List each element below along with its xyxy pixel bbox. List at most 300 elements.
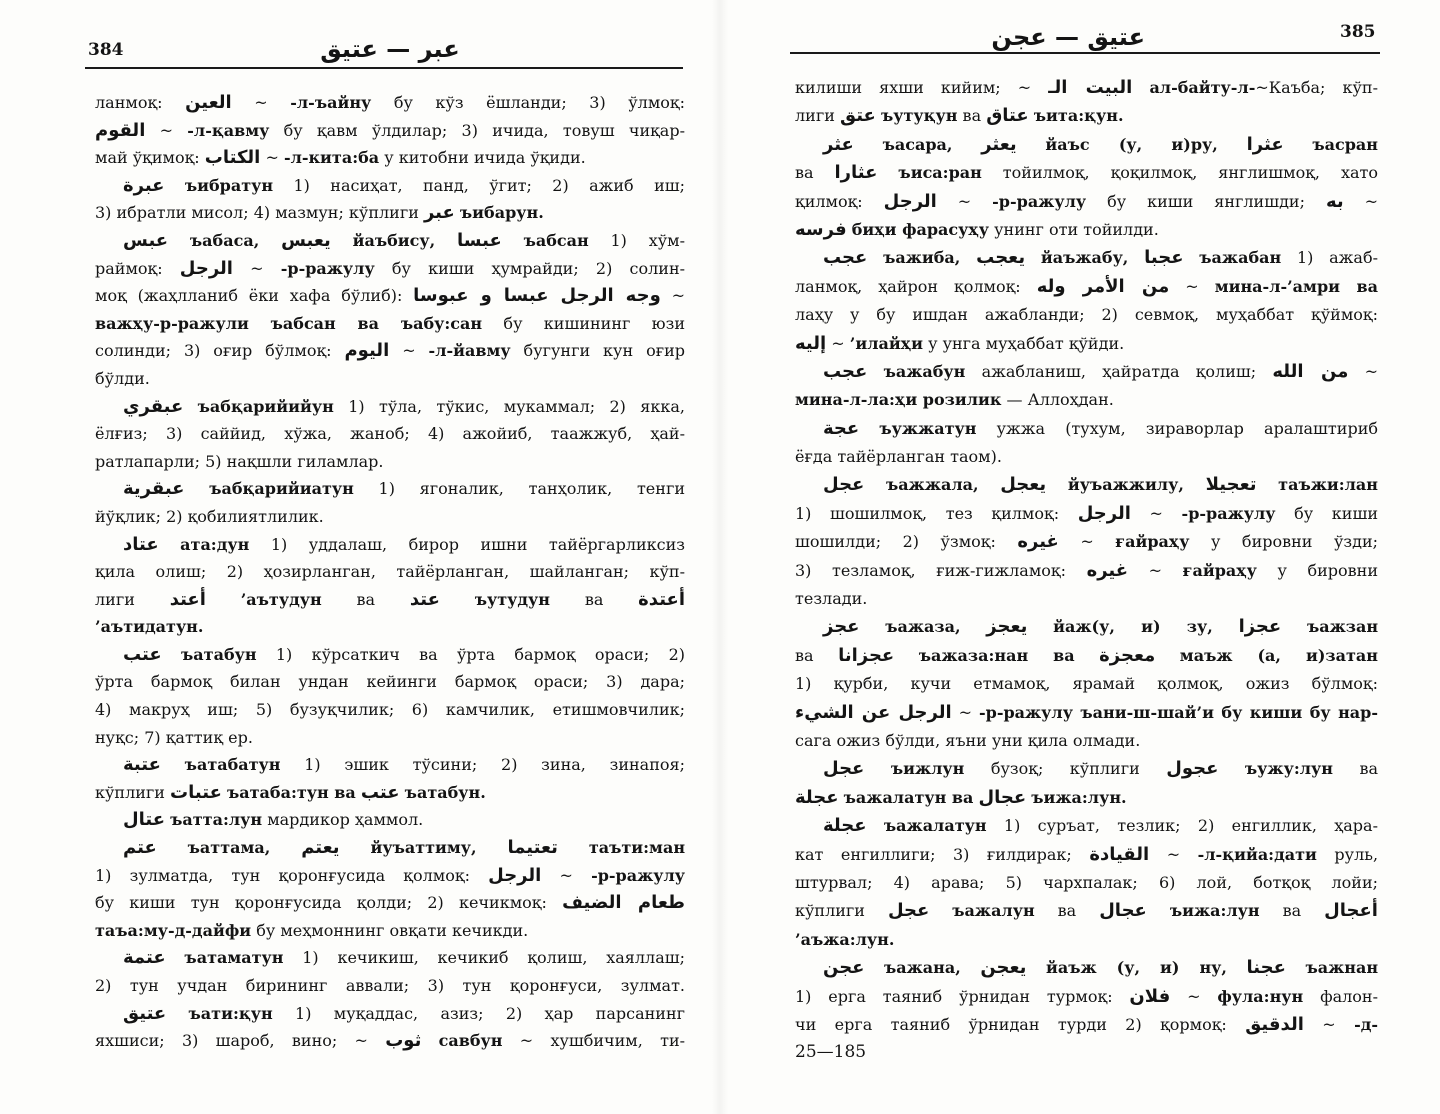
definition-text	[859, 419, 879, 438]
definition-text	[894, 646, 919, 665]
definition-text: бугунги кун оғир	[510, 341, 685, 361]
definition-text: ~	[660, 286, 685, 306]
definition-text: ~	[826, 333, 850, 353]
definition-text	[979, 475, 1001, 494]
definition-text	[864, 958, 884, 977]
text-line	[795, 330, 1378, 358]
arabic-word: عجب	[823, 247, 868, 269]
text-line	[95, 199, 685, 227]
transliteration: ъатаба:тун ва	[226, 782, 356, 802]
arabic-word: الرجل	[883, 190, 937, 212]
entry-line	[795, 131, 1378, 159]
page-right	[720, 0, 1440, 1114]
definition-text: бўлди.	[95, 368, 150, 388]
definition-text: ~	[260, 148, 284, 168]
text-line	[795, 528, 1378, 556]
definition-text: у бировни ўзди;	[1189, 532, 1378, 552]
definition-text	[854, 135, 883, 154]
page-number: 385	[1340, 22, 1376, 42]
definition-text: қилмоқ:	[795, 191, 884, 211]
arabic-word: عتب	[123, 643, 162, 665]
arabic-word: عجلة	[795, 786, 839, 808]
arabic-word: من الأمر وله	[1036, 275, 1170, 297]
definition-text: — Аллоҳдан.	[1001, 390, 1114, 410]
text-line	[795, 102, 1378, 130]
transliteration: таъжи:лан	[1278, 475, 1378, 495]
signature-mark: 25—185	[795, 1042, 867, 1062]
arabic-word: عتيق	[123, 1002, 167, 1024]
arabic-word: عثر	[823, 133, 854, 155]
transliteration: -р-ражулу ъани-ш-шай’и бу киши бу нар-	[978, 702, 1378, 722]
text-line	[795, 159, 1378, 187]
definition-text: кўплиги	[95, 782, 171, 802]
text-line	[95, 282, 685, 310]
text-line	[795, 897, 1378, 925]
transliteration: ғайраҳу	[1182, 560, 1257, 580]
arabic-word: عتب	[360, 781, 400, 803]
definition-text: 1) суръат, тезлик; 2) енгиллик, ҳара-	[986, 816, 1378, 836]
definition-text: раймоқ:	[95, 258, 180, 278]
transliteration: ъаттама,	[187, 838, 271, 858]
text-line	[795, 557, 1378, 585]
arabic-word: من الله	[1272, 360, 1349, 382]
transliteration: ъижа:лун.	[1031, 787, 1127, 807]
arabic-word: عجلة	[823, 815, 867, 837]
transliteration: -р-ражулу	[280, 258, 375, 278]
arabic-word: عبر	[423, 202, 455, 224]
definition-text	[929, 901, 952, 920]
transliteration: ъатаматун	[184, 948, 284, 968]
arabic-word: عتد	[409, 588, 440, 610]
definition-text: ва	[957, 106, 987, 126]
transliteration: ъажалатун	[883, 816, 987, 836]
definition-text: 1) қурби, кучи етмамоқ, ярамай қолмоқ, ожиз бўлмоқ:	[795, 674, 1378, 694]
transliteration: ’аъжа:лун.	[795, 929, 895, 949]
definition-text	[1284, 135, 1313, 154]
definition-text: у унга муҳаббат қўйди.	[922, 333, 1125, 353]
transliteration: ъажалатун ва	[843, 787, 974, 807]
arabic-word: يعبس	[281, 229, 331, 251]
definition-text	[259, 231, 281, 250]
definition-text: бу киши ҳумрайди; 2) солин-	[374, 258, 685, 278]
transliteration: фула:нун	[1217, 986, 1304, 1006]
entry-line	[95, 641, 685, 669]
definition-text: ва	[795, 163, 835, 183]
definition-text: ~	[231, 93, 291, 112]
definition-text	[421, 1031, 438, 1050]
definition-text	[867, 248, 883, 267]
definition-text: штурвал; 4) арава; 5) чархпалак; 6) лой, ботқоқ лойи;	[795, 872, 1378, 892]
entry-line	[795, 954, 1378, 982]
entry-line	[795, 358, 1378, 386]
arabic-word: العين	[185, 92, 232, 113]
text-line	[95, 255, 685, 283]
transliteration: ъутудун	[474, 589, 551, 609]
page-body	[95, 89, 685, 1055]
definition-text: ~	[1169, 276, 1215, 296]
entry-line	[95, 227, 685, 255]
definition-text	[1132, 78, 1149, 97]
transliteration: ъасара,	[882, 134, 953, 154]
transliteration: ъутуқун	[880, 106, 958, 126]
arabic-word: عتبات	[170, 781, 222, 803]
definition-text: кўплиги	[795, 901, 888, 921]
definition-text	[877, 163, 898, 182]
definition-text: йўқлик; 2) қобилиятлилик.	[95, 506, 324, 526]
transliteration: ъажана,	[884, 958, 961, 978]
transliteration: -л-қийа:дати	[1197, 844, 1317, 864]
definition-text: қила олиш; 2) ҳозирланган, тайёрланган, шайланган; кўп-	[95, 562, 685, 582]
definition-text: ва	[550, 589, 639, 609]
definition-text: 1) насиҳат, панд, ўгит; 2) ажиб иш;	[273, 175, 685, 195]
text-line	[795, 273, 1378, 301]
arabic-word: الكتاب	[204, 147, 261, 169]
definition-text: ва	[795, 645, 839, 665]
definition-text	[1026, 958, 1046, 977]
entry-line	[95, 751, 685, 779]
transliteration: ъасран	[1312, 134, 1378, 154]
arabic-word: عثارا	[834, 162, 878, 184]
transliteration: ъажабан	[1199, 248, 1282, 268]
text-line	[95, 862, 685, 890]
page-number: 384	[88, 40, 124, 60]
definition-text: унинг оти тойилди.	[989, 219, 1159, 239]
transliteration: биҳи фарасуҳу	[851, 219, 990, 239]
entry-line	[795, 415, 1378, 443]
definition-text	[1218, 135, 1247, 154]
text-line	[95, 144, 685, 172]
arabic-word: عتال	[123, 809, 166, 831]
transliteration: ъатабун	[181, 644, 257, 664]
transliteration: ъибратун	[184, 175, 274, 195]
transliteration: ъажнан	[1305, 958, 1378, 978]
definition-text: ~	[1130, 503, 1182, 523]
definition-text	[867, 362, 883, 381]
definition-text	[270, 838, 301, 857]
definition-text	[864, 759, 890, 778]
definition-text: ~	[1348, 361, 1378, 381]
definition-text: ~	[1343, 191, 1378, 211]
text-line	[795, 784, 1378, 812]
text-line	[795, 983, 1378, 1011]
definition-text	[331, 231, 353, 250]
definition-text: тезлади.	[795, 589, 868, 609]
text-line	[95, 889, 685, 917]
arabic-word: أعتد	[169, 588, 206, 610]
definition-text: 1) уддалаш, бирор ишни тайёргарликсиз	[249, 534, 685, 554]
definition-text: ўрта бармоқ билан ундан кейинги бармоқ ораси; 3) дара;	[95, 672, 685, 692]
definition-text: бу киши янглишди;	[1086, 191, 1326, 211]
definition-text: бу кўз ёшланди; 3) ўлмоқ:	[371, 93, 685, 112]
definition-text: 3) тезламоқ, ғиж-гижламоқ:	[795, 560, 1087, 580]
page-body	[795, 74, 1378, 1039]
definition-text: 1) муқаддас, азиз; 2) ҳар парсанинг	[272, 1003, 685, 1023]
definition-text: ~	[1128, 560, 1183, 580]
text-line	[95, 420, 685, 448]
definition-text	[157, 838, 188, 857]
transliteration: ’илайҳи	[849, 333, 923, 353]
definition-text: ~	[232, 258, 281, 278]
definition-text: ёғда тайёрланган таом).	[795, 447, 1002, 467]
transliteration: йаъс (у, и)ру,	[1045, 134, 1218, 154]
definition-text	[952, 135, 981, 154]
definition-text: 1) ерга таяниб ўрнидан турмоқ:	[795, 986, 1130, 1006]
definition-text	[859, 617, 885, 636]
transliteration: ъатта:лун	[170, 810, 263, 830]
definition-text: ~	[1303, 1014, 1355, 1034]
text-line	[95, 668, 685, 696]
transliteration: ата:дун	[180, 534, 250, 554]
definition-text	[183, 397, 197, 416]
definition-text	[1184, 475, 1206, 494]
definition-text	[961, 958, 981, 977]
definition-text: бу киши тун қоронғусида қолди; 2) кечикмоқ:	[95, 893, 563, 913]
definition-text: нуқс; 7) қаттиқ ер.	[95, 727, 253, 747]
definition-text: ланмоқ, ҳайрон қолмоқ:	[795, 276, 1037, 296]
transliteration: ъажжала,	[886, 475, 979, 495]
transliteration: ъати:қун	[188, 1003, 273, 1023]
definition-text: мардикор ҳаммол.	[262, 810, 424, 830]
arabic-word: وجه الرجل عبسا و عبوسا	[413, 285, 661, 307]
definition-text: руль,	[1316, 844, 1378, 864]
arabic-word: عبقري	[123, 395, 184, 417]
definition-text: ва	[321, 589, 410, 609]
transliteration: ъужжатун	[879, 418, 977, 438]
arabic-word: يعجن	[980, 957, 1027, 979]
definition-text	[340, 838, 371, 857]
transliteration: ъажзан	[1306, 617, 1378, 637]
arabic-word: عجزانا	[838, 644, 895, 666]
definition-text	[1281, 617, 1307, 636]
definition-text: ва	[1332, 759, 1378, 779]
definition-text: ужжа (тухум, зираворлар аралаштириб	[976, 418, 1378, 438]
transliteration: ъиса:ран	[898, 163, 982, 183]
transliteration: ал-байту-л-	[1149, 78, 1256, 97]
definition-text: 1) ажаб-	[1281, 248, 1378, 268]
text-line	[95, 448, 685, 476]
definition-text	[867, 816, 884, 835]
arabic-word: عتاد	[123, 533, 159, 555]
entry-line	[795, 613, 1378, 641]
text-line	[95, 1027, 685, 1055]
arabic-word: يعجز	[986, 616, 1028, 638]
arabic-word: عبس	[123, 229, 169, 251]
definition-text: моқ (жаҳлланиб ёки хафа бўлиб):	[95, 286, 414, 306]
transliteration: йаъбису,	[352, 230, 436, 250]
arabic-word: عبقرية	[123, 478, 185, 500]
arabic-word: عجزا	[1238, 616, 1282, 638]
definition-text: 3) ибратли мисол; 4) мазмун; кўплиги	[95, 203, 424, 223]
arabic-word: به	[1325, 190, 1344, 212]
definition-text	[164, 176, 184, 195]
entry-line	[795, 755, 1378, 783]
transliteration: савбун	[438, 1031, 503, 1051]
definition-text	[864, 475, 886, 494]
arabic-word: عجل	[823, 474, 865, 496]
definition-text: ~	[936, 191, 993, 211]
text-line	[795, 926, 1378, 954]
definition-text	[1155, 646, 1180, 665]
definition-text	[1213, 617, 1239, 636]
arabic-word: القوم	[95, 119, 146, 141]
definition-text	[161, 755, 185, 774]
transliteration: йуъаттиму,	[370, 838, 477, 858]
text-line	[95, 337, 685, 365]
transliteration: ъабаса,	[189, 230, 260, 250]
transliteration: йаъжабу,	[1040, 248, 1129, 268]
definition-text	[961, 617, 987, 636]
definition-text	[1256, 475, 1278, 494]
header-rule	[85, 67, 683, 69]
arabic-word: عجال	[978, 786, 1027, 808]
arabic-word: عجة	[823, 417, 860, 439]
definition-text: ~	[951, 702, 979, 722]
definition-text: бузоқ; кўплиги	[964, 759, 1167, 779]
transliteration: ъатабун.	[404, 782, 486, 802]
definition-text: ~ хушбичим, ти-	[502, 1031, 685, 1051]
definition-text: ёлғиз; 3) саййид, хўжа, жаноб; 4) ажойиб, таажжуб, ҳай-	[95, 424, 685, 444]
entry-line	[95, 1000, 685, 1028]
text-line	[795, 1011, 1378, 1039]
transliteration: ъибарун.	[459, 203, 544, 223]
text-line	[795, 841, 1378, 869]
transliteration: мина-л-ла:ҳи розилик	[795, 390, 1002, 410]
arabic-word: ثوب	[385, 1030, 422, 1052]
transliteration: ’аътудун	[240, 589, 322, 609]
text-line	[795, 869, 1378, 897]
definition-text	[1075, 646, 1100, 665]
definition-text: ~	[1149, 844, 1198, 864]
running-header: عتيق — عجن	[991, 23, 1145, 51]
definition-text: ~	[145, 120, 188, 140]
arabic-word: الرجل	[179, 257, 233, 279]
definition-text	[166, 1004, 188, 1023]
text-line	[795, 216, 1378, 244]
text-line	[795, 670, 1378, 698]
definition-text: 1) кечикиш, кечикиб қолиш, хаяллаш;	[283, 948, 685, 968]
definition-text	[168, 231, 190, 250]
arabic-word: تعتيما	[507, 837, 558, 859]
transliteration: таъа:му-д-дайфи	[95, 920, 252, 940]
transliteration: таъти:ман	[588, 838, 685, 858]
definition-text: май ўқимоқ:	[95, 148, 205, 168]
definition-text	[184, 479, 209, 498]
arabic-word: فلان	[1129, 985, 1171, 1007]
transliteration: ’аътидатун.	[95, 617, 204, 637]
entry-line	[95, 393, 685, 421]
arabic-word: القيادة	[1089, 843, 1150, 865]
arabic-word: عتم	[123, 837, 157, 859]
transliteration: йуъажжилу,	[1067, 475, 1184, 495]
definition-text: сага ожиз бўлди, яъни уни қила олмади.	[795, 730, 1141, 750]
header-rule	[790, 52, 1380, 54]
definition-text: ~	[389, 341, 429, 361]
definition-text	[159, 535, 181, 554]
definition-text: 1) тўла, тўкис, мукаммал; 2) якка,	[333, 396, 685, 416]
definition-text	[1227, 958, 1247, 977]
transliteration: ъажаза,	[885, 617, 961, 637]
entry-line	[95, 834, 685, 862]
transliteration: важҳу-р-ражули ъабсан ва ъабу:сан	[95, 313, 483, 333]
definition-text: лиги	[795, 106, 840, 126]
definition-text: 1) ягоналик, танҳолик, тенги	[353, 479, 685, 499]
definition-text	[435, 231, 457, 250]
definition-text	[1046, 475, 1068, 494]
arabic-word: البيت الـ	[1048, 77, 1133, 98]
definition-text: 1) зулматда, тун қоронғусида қолмоқ:	[95, 865, 489, 885]
definition-text: у бировни	[1256, 560, 1378, 580]
arabic-word: عبرة	[123, 174, 165, 196]
definition-text: ратлапарли; 5) нақшли гиламлар.	[95, 451, 384, 471]
definition-text	[206, 590, 241, 609]
text-line	[95, 310, 685, 338]
definition-text	[1128, 248, 1144, 267]
definition-text: лиги	[95, 589, 170, 609]
arabic-word: عبسا	[457, 229, 502, 251]
definition-text: ланмоқ:	[95, 93, 186, 112]
definition-text: 1) эшик тўсини; 2) зина, зинапоя;	[280, 755, 685, 775]
transliteration: йаж(у, и) зу,	[1053, 617, 1213, 637]
entry-line	[95, 531, 685, 559]
transliteration: ъижлун	[890, 759, 965, 779]
transliteration: -д-	[1354, 1014, 1378, 1034]
transliteration: -л-кита:ба	[283, 148, 380, 168]
arabic-word: يعجل	[1000, 474, 1047, 496]
text-line	[795, 699, 1378, 727]
text-line	[95, 696, 685, 724]
running-header: عبر — عتيق	[320, 35, 460, 63]
arabic-word: عثرا	[1246, 133, 1284, 155]
text-line	[795, 301, 1378, 329]
text-line	[795, 74, 1378, 102]
entry-line	[95, 172, 685, 200]
arabic-word: الرجل	[1077, 502, 1131, 524]
arabic-word: الرجل	[488, 864, 542, 886]
definition-text: 1) хўм-	[588, 230, 685, 250]
transliteration: ғайраҳу	[1115, 532, 1190, 552]
definition-text: бу кишининг юзи	[482, 313, 685, 333]
text-line	[795, 585, 1378, 613]
definition-text: солинди; 3) оғир бўлмоқ:	[95, 341, 345, 361]
definition-text	[477, 838, 508, 857]
definition-text	[1286, 958, 1306, 977]
definition-text: тойилмоқ, қоқилмоқ, янглишмоқ, хато	[981, 163, 1378, 183]
definition-text	[166, 948, 185, 967]
text-line	[95, 917, 685, 945]
definition-text: лаҳу у бу ишдан ажабланди; 2) севмоқ, муҳаббат қўймоқ:	[795, 305, 1378, 325]
definition-text: фалон-	[1303, 986, 1378, 1006]
text-line	[95, 558, 685, 586]
definition-text	[162, 645, 181, 664]
definition-text: кат енгиллиги; 3) ғилдирак;	[795, 844, 1090, 864]
transliteration: мина-л-’амри ва	[1214, 276, 1378, 296]
definition-text: бу меҳмоннинг овқати кечикди.	[251, 920, 529, 940]
arabic-word: الرجل عن الشيء	[795, 701, 952, 723]
arabic-word: عجل	[823, 758, 865, 780]
arabic-word: يعجب	[976, 247, 1026, 269]
entry-line	[95, 806, 685, 834]
definition-text	[960, 248, 976, 267]
definition-text	[1184, 248, 1200, 267]
definition-text: килиши яхши кийим; ~	[795, 78, 1049, 97]
transliteration: ъажабун	[883, 361, 966, 381]
arabic-word: غيره	[1086, 559, 1129, 581]
definition-text	[1218, 759, 1244, 778]
transliteration: ъабқарийийун	[197, 396, 334, 416]
text-line	[95, 972, 685, 1000]
transliteration: ъатабатун	[184, 755, 281, 775]
definition-text: 4) макруҳ иш; 5) бузуқчилик; 6) камчилик, етишмовчилик;	[95, 700, 685, 720]
